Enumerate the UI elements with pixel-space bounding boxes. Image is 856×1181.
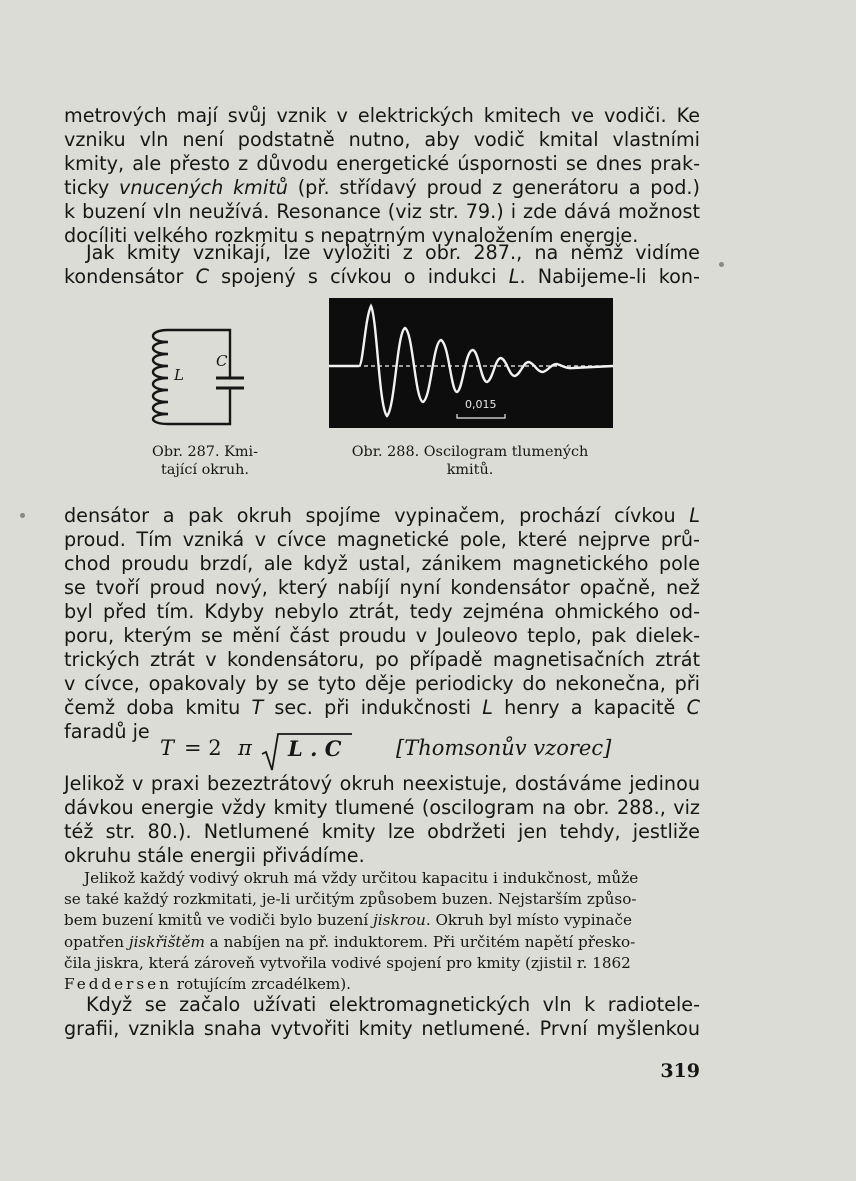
thomson-formula (160, 732, 640, 772)
text-line: čila jiskra, která zároveň vytvořila vodivé spojení pro kmity (zjistil r. 1862 (64, 953, 631, 972)
paragraph-damped (64, 772, 700, 868)
text-span: ticky (64, 176, 119, 199)
emphasis-text: vnucených kmitů (119, 176, 288, 199)
text-line: vzniku vln není podstatně nutno, aby vodič kmital vlastními (64, 128, 700, 151)
lc-circuit-diagram (140, 318, 250, 436)
text-span: a nabíjen na př. induktorem. Při určitém napětí přesko- (204, 932, 636, 951)
caption-line: Obr. 287. Kmi- (152, 444, 258, 460)
formula-lhs: T (160, 736, 175, 760)
text-line: Jak kmity vznikají, lze vyložiti z obr. 287., na němž vidíme (86, 241, 700, 264)
text-span: henry a kapacitě (492, 696, 687, 719)
symbol-l: L (482, 696, 493, 719)
caption-line: Obr. 288. Oscilogram tlumených (351, 444, 589, 460)
small-print-note (64, 868, 700, 995)
text-line: grafii, vznikla snaha vytvořiti kmity netlumené. První myšlenkou (64, 1017, 700, 1040)
paragraph-oscillation (64, 504, 700, 744)
caption-288 (320, 443, 620, 479)
text-line: se také každý rozkmitati, je-li určitým způsobem buzen. Nejstarším způso- (64, 890, 637, 909)
text-span: (př. střídavý proud z generátoru a pod.) (287, 176, 700, 199)
formula-radicand: L . C (288, 736, 342, 761)
oscillogram-image (329, 298, 613, 428)
text-span: spojený s cívkou o indukci (208, 265, 509, 288)
symbol-c: C (195, 265, 209, 288)
text-line: docíliti velkého rozkmitu s nepatrným vynaložením energie. (64, 224, 639, 247)
symbol-t: T (251, 696, 264, 719)
text-span: bem buzení kmitů ve vodiči bylo buzení (64, 911, 374, 930)
text-line: okruhu stále energii přivádíme. (64, 844, 365, 867)
text-line: proud. Tím vzniká v cívce magnetické pole, které nejprve prů- (64, 528, 700, 551)
text-line: se tvoří proud nový, který nabíjí nyní kondensátor opačně, než (64, 576, 700, 599)
scan-speck (719, 262, 724, 267)
text-line: trických ztrát v kondensátoru, po případě magnetisačních ztrát (64, 648, 700, 671)
scan-speck (20, 513, 25, 518)
text-span: densátor a pak okruh spojíme vypinačem, prochází cívkou (64, 504, 690, 527)
text-line: metrových mají svůj vznik v elektrických kmitech ve vodiči. Ke (64, 104, 700, 127)
text-span: čemž doba kmitu (64, 696, 252, 719)
paragraph-circuit (64, 241, 700, 289)
text-line: dávkou energie vždy kmity tlumené (oscilogram na obr. 288., viz (64, 796, 700, 819)
text-line: k buzení vln neužívá. Resonance (viz str. 79.) i zde dává možnost (64, 200, 700, 223)
text-line: Jelikož každý vodivý okruh má vždy určitou kapacitu i indukčnost, může (84, 869, 639, 887)
timescale-label: 0,015 (465, 398, 497, 411)
text-line: poru, kterým se mění část proudu v Jouleovo teplo, pak dielek- (64, 624, 700, 647)
text-line (64, 932, 700, 953)
emphasis-text: jiskřištěm (128, 932, 205, 951)
text-span: . Nabijeme-li kon- (519, 265, 700, 288)
figure-287-lc-circuit (140, 318, 250, 436)
spaced-name: Feddersen (64, 975, 172, 994)
text-span: sec. při indukčnosti (263, 696, 483, 719)
emphasis-text: jiskrou (373, 911, 426, 930)
caption-line: tající okruh. (160, 462, 250, 478)
text-line: kmity, ale přesto z důvodu energetické úspornosti se dnes prak- (64, 152, 700, 175)
text-line: též str. 80.). Netlumené kmity lze obdržeti jen tehdy, jestliže (64, 820, 700, 843)
text-line: Jelikož v praxi bezeztrátový okruh neexistuje, dostáváme jedinou (64, 772, 700, 795)
text-line: faradů je (64, 720, 150, 743)
coil-label: L (174, 366, 184, 384)
formula-pi: π (238, 736, 252, 760)
caption-287 (142, 443, 268, 479)
page-number: 319 (660, 1060, 700, 1082)
symbol-c: C (686, 696, 700, 719)
text-line: byl před tím. Kdyby nebylo ztrát, tedy zejména ohmického od- (64, 600, 700, 623)
text-line (64, 696, 700, 720)
text-span: kondensátor (64, 265, 196, 288)
paragraph-intro (64, 104, 700, 248)
capacitor-label: C (216, 352, 228, 370)
paragraph-radio (64, 993, 700, 1041)
figure-288-oscillogram (329, 298, 613, 428)
text-line (64, 265, 700, 289)
text-line: Když se začalo užívati elektromagnetických vln k radiotele- (86, 993, 700, 1016)
text-line (64, 504, 700, 528)
formula-name: [Thomsonův vzorec] (396, 736, 612, 760)
text-line (64, 910, 700, 931)
symbol-l: L (689, 504, 700, 527)
text-line: chod proudu brzdí, ale když ustal, zánikem magnetického pole (64, 552, 700, 575)
text-span: . Okruh byl místo vypinače (425, 911, 632, 930)
symbol-l: L (508, 265, 520, 288)
text-span: rotujícím zrcadélkem). (171, 975, 351, 994)
text-line (64, 176, 700, 200)
caption-line: kmitů. (446, 462, 494, 478)
formula-equals: = 2 (184, 736, 222, 760)
text-line: v cívce, opakovaly by se tyto děje periodicky do nekonečna, při (64, 672, 700, 695)
text-span: opatřen (64, 932, 129, 951)
